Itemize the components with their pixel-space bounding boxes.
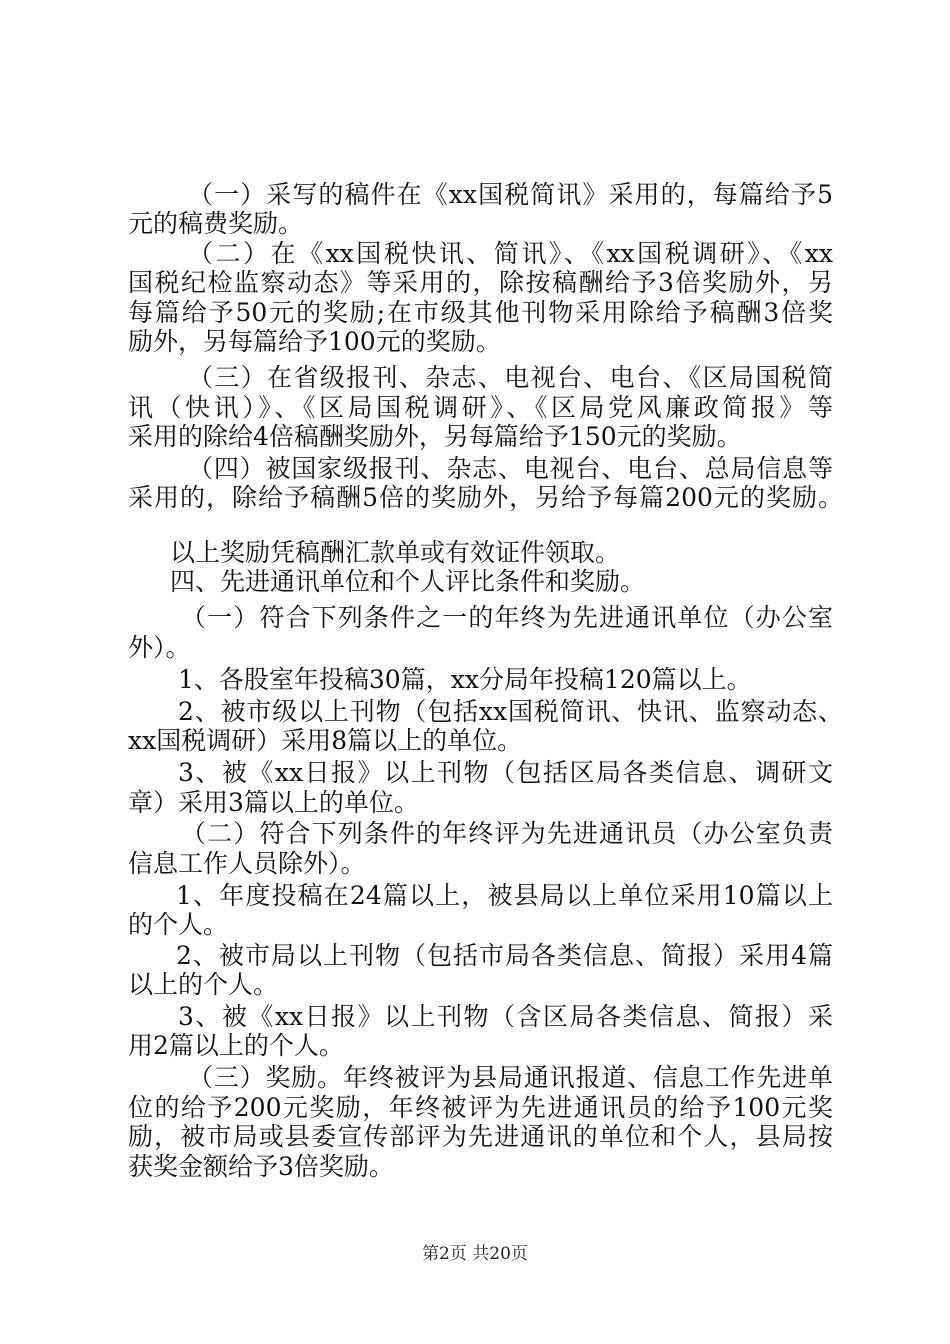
paragraph-line: 3、被《xx日报》以上刊物（含区局各类信息、简报）采 [178,1002,833,1031]
paragraph-line: 位的给予200元奖励，年终被评为先进通讯员的给予100元奖 [128,1093,833,1122]
paragraph-line: 以上的个人。 [128,970,279,999]
paragraph-line: 章）采用3篇以上的单位。 [128,788,419,817]
paragraph-line: 讯（快讯）》、《区局国税调研》、《区局党风廉政简报》等 [128,393,833,422]
paragraph-line: （三）奖励。年终被评为县局通讯报道、信息工作先进单 [188,1063,833,1092]
paragraph-line: 信息工作人员除外）。 [128,849,366,878]
paragraph-line: 1、各股室年投稿30篇，xx分局年投稿120篇以上。 [178,665,752,694]
section-heading: 四、先进通讯单位和个人评比条件和奖励。 [170,567,646,596]
paragraph-line: xx国税调研）采用8篇以上的单位。 [128,726,523,755]
paragraph-line: （二）符合下列条件的年终评为先进通讯员（办公室负责 [181,819,833,848]
paragraph-line: 用2篇以上的个人。 [128,1031,344,1060]
paragraph-line: 采用的，除给予稿酬5倍的奖励外，另给予每篇200元的奖励。 [128,483,843,512]
paragraph-line: （一）采写的稿件在《xx国税简讯》采用的，每篇给予5 [188,180,833,209]
paragraph-line: 2、被市级以上刊物（包括xx国税简讯、快讯、监察动态、 [178,697,843,726]
paragraph-line: 励，被市局或县委宣传部评为先进通讯的单位和个人，县局按 [128,1122,833,1151]
paragraph-line: 1、年度投稿在24篇以上，被县局以上单位采用10篇以上 [176,881,833,910]
paragraph-line: 获奖金额给予3倍奖励。 [128,1152,394,1181]
paragraph-line: 国税纪检监察动态》等采用的，除按稿酬给予3倍奖励外，另 [128,268,833,297]
paragraph-line: 励外，另每篇给予100元的奖励。 [128,327,501,356]
paragraph-line: 以上奖励凭稿酬汇款单或有效证件领取。 [170,538,621,567]
paragraph-line: 元的稿费奖励。 [128,209,304,238]
paragraph-line: 采用的除给4倍稿酬奖励外，另每篇给予150元的奖励。 [128,422,742,451]
paragraph-line: （三）在省级报刊、杂志、电视台、电台、《区局国税简 [188,363,833,392]
paragraph-line: 每篇给予50元的奖励;在市级其他刊物采用除给予稿酬3倍奖 [128,298,833,327]
paragraph-line: （二）在《xx国税快讯、简讯》、《xx国税调研》、《xx [188,239,833,268]
paragraph-line: 2、被市局以上刊物（包括市局各类信息、简报）采用4篇 [176,941,833,970]
paragraph-line: （一）符合下列条件之一的年终为先进通讯单位（办公室 [181,603,833,632]
paragraph-line: 外）。 [128,633,191,662]
paragraph-line: 3、被《xx日报》以上刊物（包括区局各类信息、调研文 [178,758,833,787]
paragraph-line: （四）被国家级报刊、杂志、电视台、电台、总局信息等 [188,454,833,483]
paragraph-line: 的个人。 [128,910,229,939]
page-number-footer: 第2页 共20页 [422,1244,528,1264]
